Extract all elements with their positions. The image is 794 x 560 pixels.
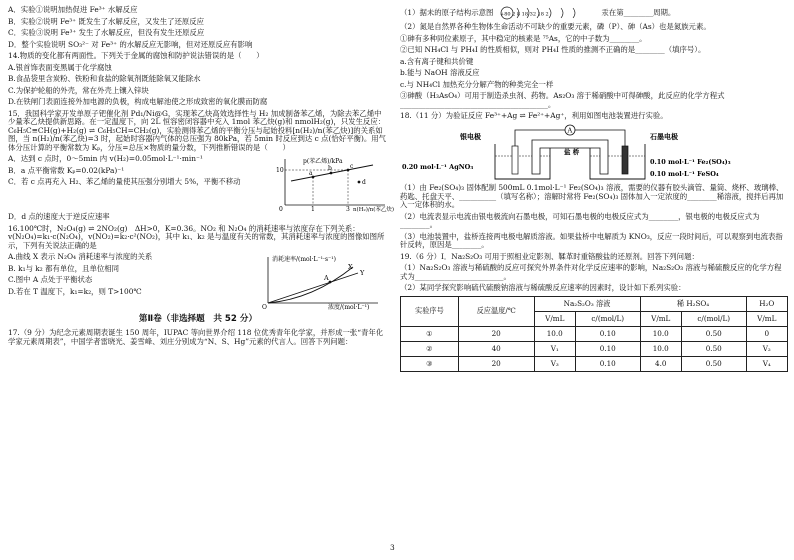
table-subheader: c/(mol/L)	[575, 311, 640, 326]
table-cell: V₄	[746, 356, 788, 371]
q15-options-and-figure	[8, 154, 395, 214]
q15-ylabel: p(苯乙烯)/kPa	[303, 158, 343, 166]
q16-stem: 16.100℃时，N₂O₄(g) ⇌ 2NO₂(g) ΔH>0，K=0.36。NO₂ 和 N₂O₄ 的消耗速率与浓度存在下列关系：v(N₂O₄)=k₁·c(N₂O₄)，v(NO₂)=k₂·c²(NO₂)，其中 k₁、k₂ 是与温度有关的常数，其消耗速率与浓度的图像如图所示，下列有关说法正确的是	[8, 223, 385, 250]
q16-option-d: D.若在 T 温度下，k₁=k₂，则 T>100℃	[8, 286, 142, 296]
q15-label-a: a	[309, 170, 313, 178]
atom-diagram-text: +80 2 8 18 32 18 2	[500, 11, 550, 18]
ammeter-label: A	[567, 126, 573, 135]
table-header-na2s2o3: Na₂S₂O₃ 溶液	[534, 296, 640, 311]
q14-stem: 14.物质的变化都有两面性。下列关于金属的腐蚀和防护说法错误的是（ ）	[8, 51, 264, 61]
q16-label-y: Y	[360, 269, 365, 278]
q15-label-c: c	[350, 163, 354, 171]
table-cell: 10.0	[640, 341, 681, 356]
q17-2a: ①砷有多种同位素原子，其中稳定的核素是 ⁷⁵As，它的中子数为________。	[400, 33, 647, 43]
q17-2c: ③砷酸（H₃AsO₄）可用于制造杀虫剂、药物。As₂O₃ 溶于稀硝酸中可得砷酸，此反应的化学方程式________________________________________。	[400, 91, 725, 109]
table-cell: 0.10	[575, 341, 640, 356]
q16-option-b: B. k₁与 k₂ 都有单位，且单位相同	[8, 263, 120, 273]
table-cell: ②	[401, 341, 459, 356]
salt-bridge-label: 盐 桥	[564, 147, 580, 156]
left-electrode-label: 银电极	[460, 132, 481, 141]
q18-stem: 18.（11 分）为验证反应 Fe³⁺+Ag ⇌ Fe²⁺+Ag⁺，利用如图电池装置进行实验。	[400, 111, 668, 121]
q16-options	[8, 253, 248, 299]
q15-label-d: d	[362, 179, 366, 187]
table-cell: V₂	[746, 341, 788, 356]
table-subheader: V/mL	[640, 311, 681, 326]
q15-xlabel: n(H₂)/n(苯乙炔)	[353, 207, 395, 214]
silver-electrode	[512, 146, 518, 174]
q14-option-c: C.为保护轮船的外壳，常在外壳上镶入锌块	[8, 85, 149, 95]
table-cell: 20	[458, 326, 534, 341]
q15-options	[8, 155, 268, 190]
q15-stem: 15．我国科学家开发单原子钯催化剂 Pd₁/Ni@G，实现苯乙炔高效选择性与 H₂ 加成制备苯乙烯，为除去苯乙烯中少量苯乙炔提供新思路。在一定温度下，向 2L 恒容密闭容器中充入 1mol 苯乙炔(g)和 nmolH₂(g)，只发生反应：C₆H₅C≡CH(g)+H₂(g) ⇌ C₆H₅CH=CH₂(g)，实验测得苯乙烯的平衡分压与起始投料[n(H₂)/n(苯乙炔)]的关系如图，当 n(H₂)/n(苯乙炔)=3 时，起始时容器内气体的总压强为 80kPa，若 5min 时反应到达 c 点(恰好平衡)。用气体分压计算的平衡常数为 Kₚ，分压=总压×物质的量分数，下列推断错误的是（ ）	[8, 108, 387, 152]
mercury-atom-diagram	[497, 6, 597, 20]
table-cell: 0.50	[681, 326, 746, 341]
left-solution-label: 0.20 mol·L⁻¹ AgNO₃	[402, 162, 474, 171]
right-electrode-label: 石墨电极	[650, 132, 678, 141]
table-subheader: V/mL	[534, 311, 575, 326]
q16-ylabel: 消耗速率/(mol·L⁻¹·s⁻¹)	[272, 256, 336, 264]
table-header-water: H₂O	[746, 296, 788, 311]
q13-option-d: D．整个实验说明 SO₃²⁻ 对 Fe³⁺ 的水解反应无影响，但对还原反应有影响	[8, 39, 253, 49]
right-column	[400, 6, 788, 372]
table-cell: 0.10	[575, 356, 640, 371]
q17-2: （2）氮是自然界各种生物体生命活动不可缺少的重要元素，磷（P）、砷（As）也是氮族元素。	[400, 22, 711, 31]
q16-point-a	[329, 281, 332, 284]
q15-option-a: A．达到 c 点时，0～5min 内 v(H₂)=0.05mol·L⁻¹·min⁻¹	[8, 154, 203, 164]
q17-1-text-b: 汞在第________周期。	[601, 7, 676, 17]
q16-figure	[258, 253, 388, 311]
table-header-temp: 反应温度/℃	[458, 296, 534, 326]
q17-2-option-a: a.含有离子键和共价键	[400, 56, 474, 66]
q19-stem: 19.（6 分）Ⅰ．Na₂S₂O₃ 可用于照相业定影剂、鞣革时重铬酸盐的还原剂。回答下列问题：	[400, 251, 699, 261]
q13-option-a: A．实验①说明加热促进 Fe³⁺ 水解反应	[8, 5, 138, 14]
q16-option-c: C.图中 A 点处于平衡状态	[8, 275, 93, 285]
right-solution-label-2: 0.10 mol·L⁻¹ FeSO₄	[650, 169, 719, 178]
q17-2-option-b: b.能与 NaOH 溶液反应	[400, 68, 480, 78]
q15-xtick-1: 1	[311, 206, 315, 214]
left-column	[8, 5, 395, 349]
q16-options-and-figure	[8, 253, 388, 311]
q18-3: （3）电池装置中，盐桥连接两电极电解质溶液。如果盐桥中电解质为 KNO₃，反应一段时间后，可以观察到电流表指针反转，原因是________。	[400, 231, 783, 250]
q17-2b: ②已知 NH₄Cl 与 PH₄I 的性质相似，则对 PH₄I 性质的推测不正确的是________（填序号）。	[400, 45, 706, 55]
table-header-exp: 实验序号	[401, 296, 459, 326]
table-header-h2so4: 稀 H₂SO₄	[640, 296, 746, 311]
table-cell: 0.10	[575, 326, 640, 341]
q17-1-line	[400, 6, 788, 20]
table-cell: 20	[458, 356, 534, 371]
table-subheader: c/(mol/L)	[681, 311, 746, 326]
table-row	[401, 356, 788, 371]
q15-option-d: D．d 点的速度大于逆反应速率	[8, 212, 110, 222]
q17-stem: 17.（9 分）为纪念元素周期表诞生 150 周年，IUPAC 等向世界介绍 118 位优秀青年化学家，并形成一张“青年化学家元素周期表”，中国学者雷晓光、姜雪峰、刘庄分别成为“N、S、Hg”元素的代言人。回答下列问题：	[8, 328, 384, 346]
q15-label-b: b	[328, 165, 332, 173]
graphite-electrode	[622, 146, 628, 174]
q16-curve-x	[268, 267, 353, 303]
q16-origin: O	[262, 304, 267, 312]
q15-option-c: C．若 c 点再充入 H₂、苯乙烯的量使其压强分别增大 5%，平衡不移动	[8, 177, 241, 187]
table-row	[401, 326, 788, 341]
table-subheader: V/mL	[746, 311, 788, 326]
q16-xlabel: 浓度/(mol·L⁻¹)	[328, 304, 370, 312]
q14-option-d: D.在铁闸门表面连接外加电源的负极，构成电解池使之形成致密的氧化膜而防腐	[8, 97, 268, 107]
q15-point-d	[358, 181, 361, 184]
q16-label-x: X	[348, 263, 353, 272]
q15-ytick: 10	[276, 167, 284, 175]
left-beaker	[495, 144, 550, 179]
galvanic-cell-diagram	[400, 124, 788, 182]
q13-option-b: B．实验②说明 Fe³⁺ 既发生了水解反应，又发生了还原反应	[8, 16, 205, 26]
table-cell: 10.0	[534, 326, 575, 341]
q16-option-a: A.曲线 X 表示 N₂O₄ 消耗速率与浓度的关系	[8, 252, 153, 262]
table-cell: 4.0	[640, 356, 681, 371]
q16-label-a: A	[324, 274, 329, 283]
q15-xtick-3: 3	[346, 206, 350, 214]
q14-option-a: A.银首饰表面变黑属于化学腐蚀	[8, 62, 112, 72]
q18-1: （1）由 Fe₂(SO₄)₃ 固体配制 500mL 0.1mol·L⁻¹ Fe₂(SO₄)₃ 溶液，需要的仪器有胶头滴管、量筒、烧杯、玻璃棒、药匙、托盘天平、__________（填写名称）；溶解时常将 Fe₂(SO₄)₃ 固体加入一定浓度的________稀溶液，搅拌后再加入一定体积的水。	[400, 183, 784, 210]
q15-point-b	[330, 172, 333, 175]
salt-bridge	[532, 140, 608, 174]
q18-2: （2）电流表显示电流由银电极流向石墨电极，可知石墨电极的电极反应式为________，银电极的电极反应式为________。	[400, 211, 760, 230]
table-header-row	[401, 296, 788, 311]
table-cell: V₃	[534, 356, 575, 371]
q15-point-c	[347, 169, 350, 172]
q19-1: （1）Na₂S₂O₃ 溶液与稀硫酸的反应可探究外界条件对化学反应速率的影响，Na₂S₂O₃ 溶液与稀硫酸反应的化学方程式为________________________。	[400, 263, 782, 281]
page-number: 3	[390, 543, 395, 552]
q17-1-text-a: （1）据未的原子结构示意图	[400, 7, 494, 17]
right-solution-label-1: 0.10 mol·L⁻¹ Fe₂(SO₄)₃	[650, 157, 731, 166]
right-beaker	[590, 144, 645, 179]
experiment-table	[400, 296, 788, 372]
table-cell: 0.50	[681, 356, 746, 371]
q13-option-c: C．实验③说明 Fe³⁺ 发生了水解反应，但没有发生还原反应	[8, 28, 205, 38]
q15-origin: 0	[279, 206, 283, 214]
q14-option-b: B.食品袋里含炭粉、铁粉和食盐的除氧剂既能除氧又能除水	[8, 74, 201, 84]
q16-curve-y	[268, 273, 358, 303]
table-cell: 0	[746, 326, 788, 341]
table-row	[401, 341, 788, 356]
q17-2-option-c: c.与 NH₄Cl 加热充分分解产物的种类完全一样	[400, 79, 554, 89]
table-cell: ①	[401, 326, 459, 341]
table-cell: V₁	[534, 341, 575, 356]
table-cell: ③	[401, 356, 459, 371]
table-cell: 0.50	[681, 341, 746, 356]
q15-option-b: B．a 点平衡常数 Kₚ=0.02(kPa)⁻¹	[8, 165, 125, 175]
q15-figure	[273, 155, 395, 214]
table-cell: 40	[458, 341, 534, 356]
table-cell: 10.0	[640, 326, 681, 341]
q19-2: （2）某同学探究影响硫代硫酸钠溶液与稀硫酸反应速率的因素时，设计如下系列实验：	[400, 283, 686, 293]
section-2-title: 第Ⅱ卷（非选择题 共 52 分）	[138, 314, 258, 325]
